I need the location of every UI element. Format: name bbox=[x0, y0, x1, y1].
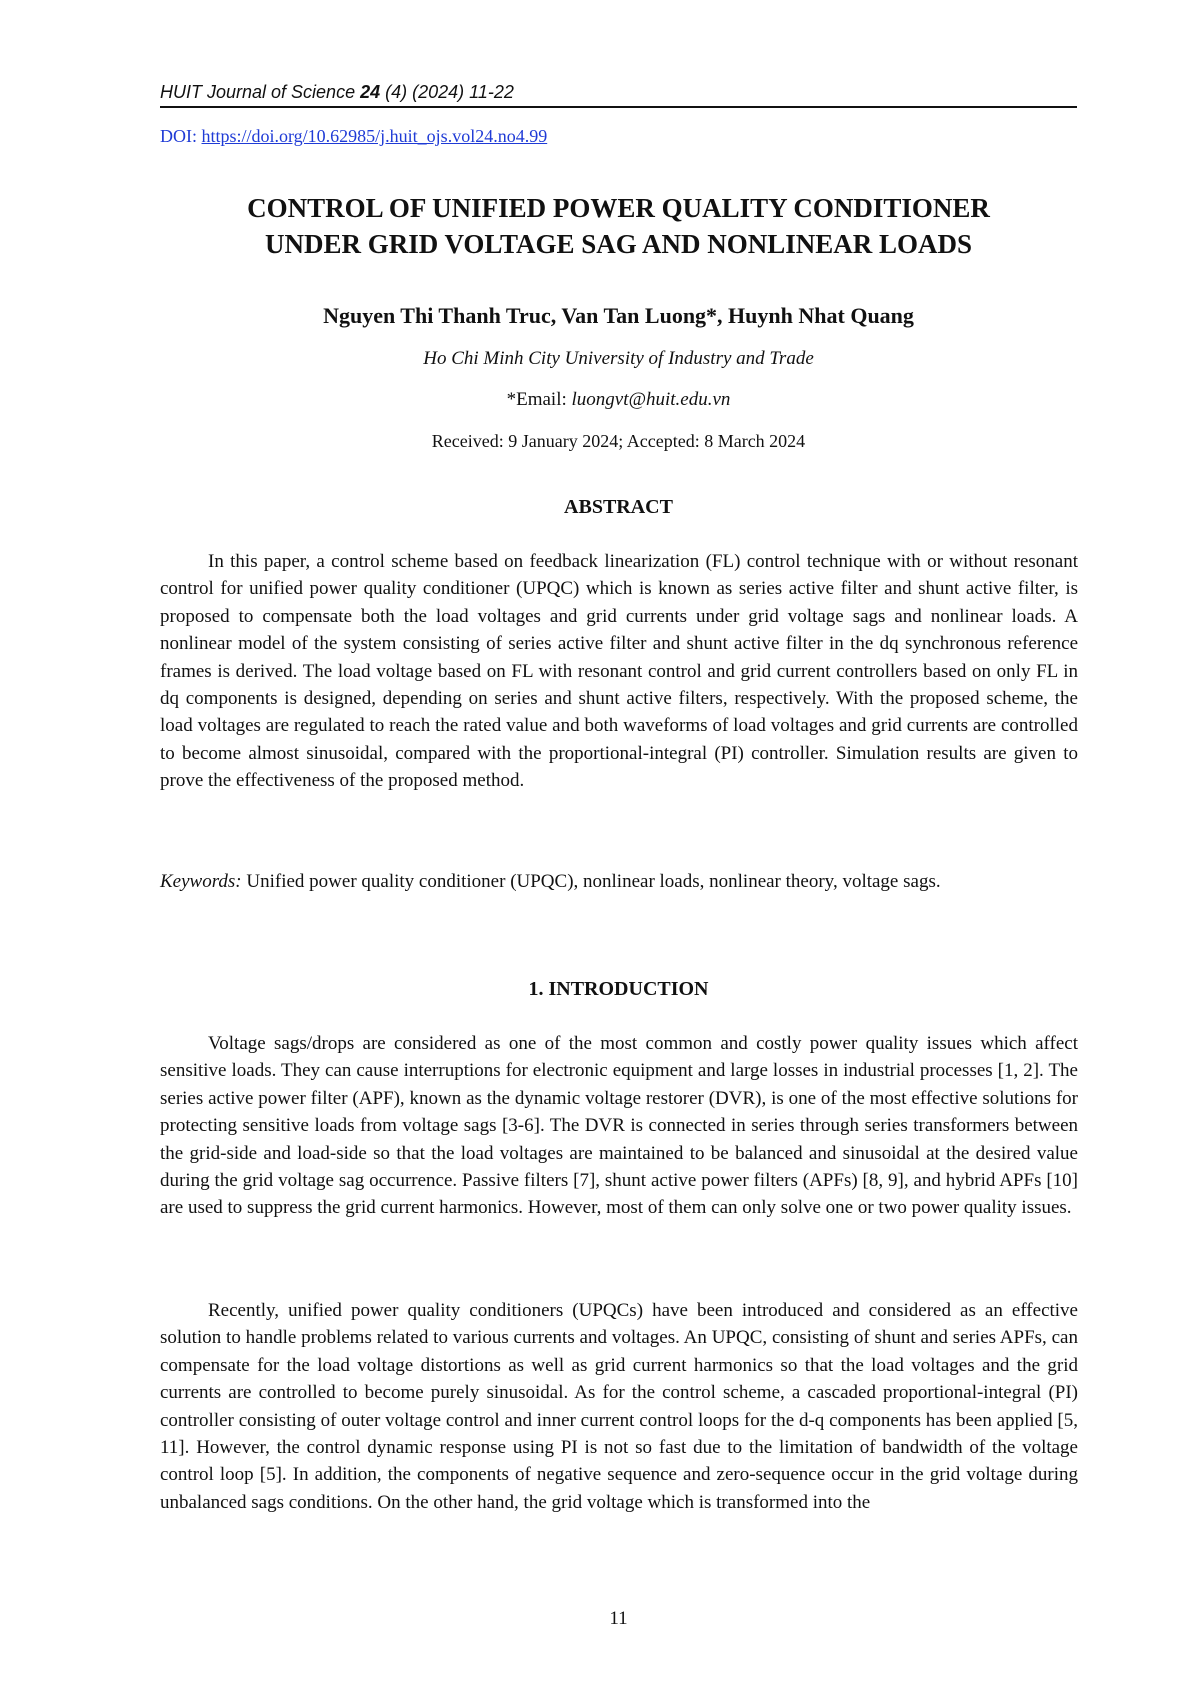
page-number: 11 bbox=[609, 1608, 628, 1629]
affiliation: Ho Chi Minh City University of Industry and Trade bbox=[423, 348, 814, 369]
received-accepted-dates: Received: 9 January 2024; Accepted: 8 March 2024 bbox=[431, 431, 806, 451]
doi-line bbox=[160, 124, 547, 148]
title-line-2: UNDER GRID VOLTAGE SAG AND NONLINEAR LOADS bbox=[264, 229, 973, 259]
introduction-paragraph-2: Recently, unified power quality conditioners (UPQCs) have been introduced and considered as an effective solution to handle problems related to various currents and voltages. An UPQC, consisting of shunt and series APFs, can compensate for the load voltage distortions as well as grid current harmonics so that the load voltages and the grid currents are controlled to become purely sinusoidal. As for the control scheme, a cascaded proportional-integral (PI) controller consisting of outer voltage control and inner current control loops for the d-q components has been applied [5, 11]. However, the control dynamic response using PI is not so fast due to the limitation of bandwidth of the voltage control loop [5]. In addition, the components of negative sequence and zero-sequence occur in the grid voltage during unbalanced sags conditions. On the other hand, the grid voltage which is transformed into the bbox=[160, 1300, 1078, 1513]
abstract-heading: ABSTRACT bbox=[564, 496, 673, 518]
title-line-1: CONTROL OF UNIFIED POWER QUALITY CONDITIONER bbox=[247, 193, 990, 223]
email-address: luongvt@huit.edu.vn bbox=[571, 389, 731, 410]
journal-name: HUIT Journal of Science bbox=[160, 82, 361, 102]
abstract-text: In this paper, a control scheme based on feedback linearization (FL) control technique with or without resonant control for unified power quality conditioner (UPQC) which is known as series active filter and shunt active filter, is proposed to compensate both the load voltages and grid currents under grid voltage sags and nonlinear loads. A nonlinear model of the system consisting of series active filter and shunt active filter in the dq synchronous reference frames is derived. The load voltage based on FL with resonant control and grid current controllers based on only FL in dq components is designed, depending on series and shunt active filters, respectively. With the proposed scheme, the load voltages are regulated to reach the rated value and both waveforms of load voltages and grid currents are controlled to become almost sinusoidal, compared with the proportional-integral (PI) controller. Simulation results are given to prove the effectiveness of the proposed method. bbox=[160, 551, 1078, 792]
journal-volume: 24 bbox=[360, 82, 381, 102]
doi-link[interactable]: https://doi.org/10.62985/j.huit_ojs.vol24.no4.99 bbox=[201, 126, 548, 146]
introduction-heading: 1. INTRODUCTION bbox=[528, 978, 709, 1000]
email-label: *Email: bbox=[506, 389, 572, 410]
author-list: Nguyen Thi Thanh Truc, Van Tan Luong*, Huynh Nhat Quang bbox=[323, 303, 914, 328]
keywords-text: Unified power quality conditioner (UPQC), nonlinear loads, nonlinear theory, voltage sags. bbox=[241, 871, 941, 892]
keywords-label: Keywords: bbox=[160, 871, 242, 892]
paper-title bbox=[120, 190, 1117, 262]
keywords bbox=[160, 868, 1078, 895]
journal-issue: (4) (2024) 11-22 bbox=[380, 82, 514, 102]
introduction-paragraph-1: Voltage sags/drops are considered as one of the most common and costly power quality issues which affect sensitive loads. They can cause interruptions for electronic equipment and large losses in industrial processes [1, 2]. The series active power filter (APF), known as the dynamic voltage restorer (DVR), is one of the most effective solutions for protecting sensitive loads from voltage sags [3-6]. The DVR is connected in series through series transformers between the grid-side and load-side so that the load voltages are maintained to be balanced and sinusoidal at the desired value during the grid voltage sag occurrence. Passive filters [7], shunt active power filters (APFs) [8, 9], and hybrid APFs [10] are used to suppress the grid current harmonics. However, most of them can only solve one or two power quality issues. bbox=[160, 1033, 1078, 1219]
corresponding-email bbox=[120, 387, 1117, 413]
doi-label: DOI: bbox=[160, 126, 202, 146]
journal-header bbox=[160, 80, 1077, 108]
